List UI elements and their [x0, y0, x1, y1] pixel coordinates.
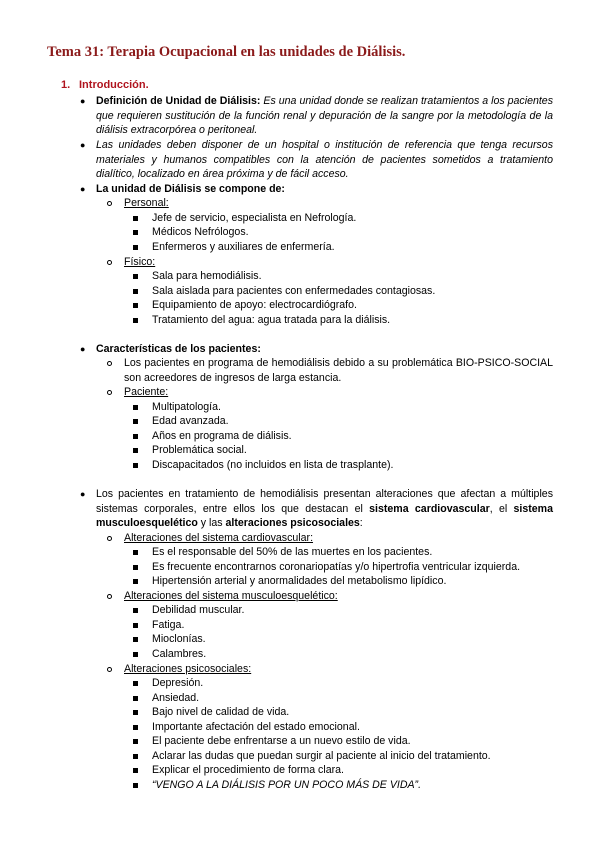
square-bullet	[133, 419, 138, 424]
section-heading	[61, 79, 149, 91]
list-item: Ansiedad.	[152, 692, 200, 704]
bold-musculoskeletal: sistema musculoesquelético	[96, 502, 553, 530]
list-item: Años en programa de diálisis.	[152, 430, 292, 442]
separator: , el	[489, 502, 514, 515]
square-bullet	[133, 405, 138, 410]
square-bullet	[133, 245, 138, 250]
list-item: Depresión.	[152, 677, 204, 689]
square-bullet	[133, 434, 138, 439]
circle-bullet	[107, 260, 112, 265]
list-item: Calambres.	[152, 648, 207, 660]
fisico-label: Físico:	[124, 256, 156, 268]
list-item: Médicos Nefrólogos.	[152, 226, 249, 238]
musculo-label: Alteraciones del sistema musculoesquelético:	[124, 590, 338, 602]
list-item: Bajo nivel de calidad de vida.	[152, 706, 290, 718]
square-bullet	[133, 274, 138, 279]
square-bullet	[133, 608, 138, 613]
list-item: Es el responsable del 50% de las muertes en los pacientes.	[152, 546, 433, 558]
list-item: El paciente debe enfrentarse a un nuevo estilo de vida.	[152, 735, 411, 747]
square-bullet	[133, 696, 138, 701]
list-item: Discapacitados (no incluidos en lista de trasplante).	[152, 459, 394, 471]
square-bullet	[133, 289, 138, 294]
square-bullet	[133, 768, 138, 773]
patients-intro: Los pacientes en programa de hemodiálisis debido a su problemática BIO-PSICO-SOCIAL son acreedores de ingresos de larga estancia.	[124, 357, 553, 384]
list-item: Importante afectación del estado emocional.	[152, 721, 360, 733]
circle-bullet	[107, 667, 112, 672]
square-bullet	[133, 216, 138, 221]
list-item: Mioclonías.	[152, 633, 206, 645]
patients-heading: Características de los pacientes:	[96, 343, 261, 355]
circle-bullet	[107, 390, 112, 395]
colon: :	[359, 517, 363, 530]
bullet-dot: ●	[80, 96, 86, 106]
list-item: Sala aislada para pacientes con enfermedades contagiosas.	[152, 285, 436, 297]
list-item: Hipertensión arterial y anormalidades del metabolismo lipídico.	[152, 575, 447, 587]
square-bullet	[133, 754, 138, 759]
definition-term: Definición de Unidad de Diálisis:	[96, 95, 261, 107]
paciente-label: Paciente:	[124, 386, 169, 398]
square-bullet	[133, 637, 138, 642]
alterations-paragraph	[96, 487, 553, 531]
cardio-label: Alteraciones del sistema cardiovascular:	[124, 532, 314, 544]
square-bullet	[133, 230, 138, 235]
square-bullet	[133, 623, 138, 628]
square-bullet	[133, 318, 138, 323]
document-title: Tema 31: Terapia Ocupacional en las unidades de Diálisis.	[47, 44, 406, 60]
square-bullet	[133, 565, 138, 570]
square-bullet	[133, 710, 138, 715]
square-bullet	[133, 739, 138, 744]
list-item: Debilidad muscular.	[152, 604, 245, 616]
definition-paragraph	[96, 94, 553, 138]
list-item: Jefe de servicio, especialista en Nefrología.	[152, 212, 357, 224]
list-item: Explicar el procedimiento de forma clara.	[152, 764, 344, 776]
requirement-paragraph: Las unidades deben disponer de un hospital o institución de referencia que tenga recursos materiales y humanos compatibles con la atención de pacientes sometidos a tratamiento dialítico, localizado en área próxima y de fácil acceso.	[96, 139, 553, 181]
square-bullet	[133, 579, 138, 584]
list-item: Equipamiento de apoyo: electrocardiógrafo.	[152, 299, 357, 311]
bold-cardiovascular: sistema cardiovascular	[369, 502, 490, 515]
square-bullet	[133, 550, 138, 555]
list-item: Enfermeros y auxiliares de enfermería.	[152, 241, 335, 253]
square-bullet	[133, 681, 138, 686]
bullet-dot: ●	[80, 489, 86, 499]
circle-bullet	[107, 361, 112, 366]
list-item: Edad avanzada.	[152, 415, 229, 427]
list-item: Fatiga.	[152, 619, 185, 631]
list-item: Problemática social.	[152, 444, 247, 456]
alterations-intro: Los pacientes en tratamiento de hemodiálisis presentan alteraciones que afectan a múltiples sistemas corporales, entre ellos los que destacan el	[96, 488, 553, 515]
list-item: Sala para hemodiálisis.	[152, 270, 262, 282]
section-number: 1.	[61, 79, 71, 91]
list-item: Multipatología.	[152, 401, 221, 413]
circle-bullet	[107, 536, 112, 541]
circle-bullet	[107, 594, 112, 599]
list-item: Aclarar las dudas que puedan surgir al paciente al inicio del tratamiento.	[152, 750, 491, 762]
circle-bullet	[107, 201, 112, 206]
psico-label: Alteraciones psicosociales:	[124, 663, 252, 675]
bullet-dot: ●	[80, 140, 86, 150]
square-bullet	[133, 783, 138, 788]
square-bullet	[133, 652, 138, 657]
list-item: Tratamiento del agua: agua tratada para la diálisis.	[152, 314, 391, 326]
composition-heading: La unidad de Diálisis se compone de:	[96, 183, 285, 195]
square-bullet	[133, 463, 138, 468]
list-item: Es frecuente encontrarnos coronariopatías y/o hipertrofia ventricular izquierda.	[152, 561, 521, 573]
bullet-dot: ●	[80, 344, 86, 354]
square-bullet	[133, 448, 138, 453]
square-bullet	[133, 303, 138, 308]
separator: y las	[197, 517, 226, 530]
list-item-quote: “VENGO A LA DIÁLISIS POR UN POCO MÁS DE VIDA”.	[152, 779, 422, 791]
square-bullet	[133, 725, 138, 730]
section-title: Introducción.	[79, 79, 149, 91]
personal-label: Personal:	[124, 197, 169, 209]
bullet-dot: ●	[80, 184, 86, 194]
bold-psychosocial: alteraciones psicosociales	[225, 517, 360, 530]
definition-text: Es una unidad donde se realizan tratamientos a los pacientes que requieren sustitución de la función renal y depuración de la sangre por la metodología de la diálisis extracorpórea o peritoneal.	[96, 95, 553, 137]
